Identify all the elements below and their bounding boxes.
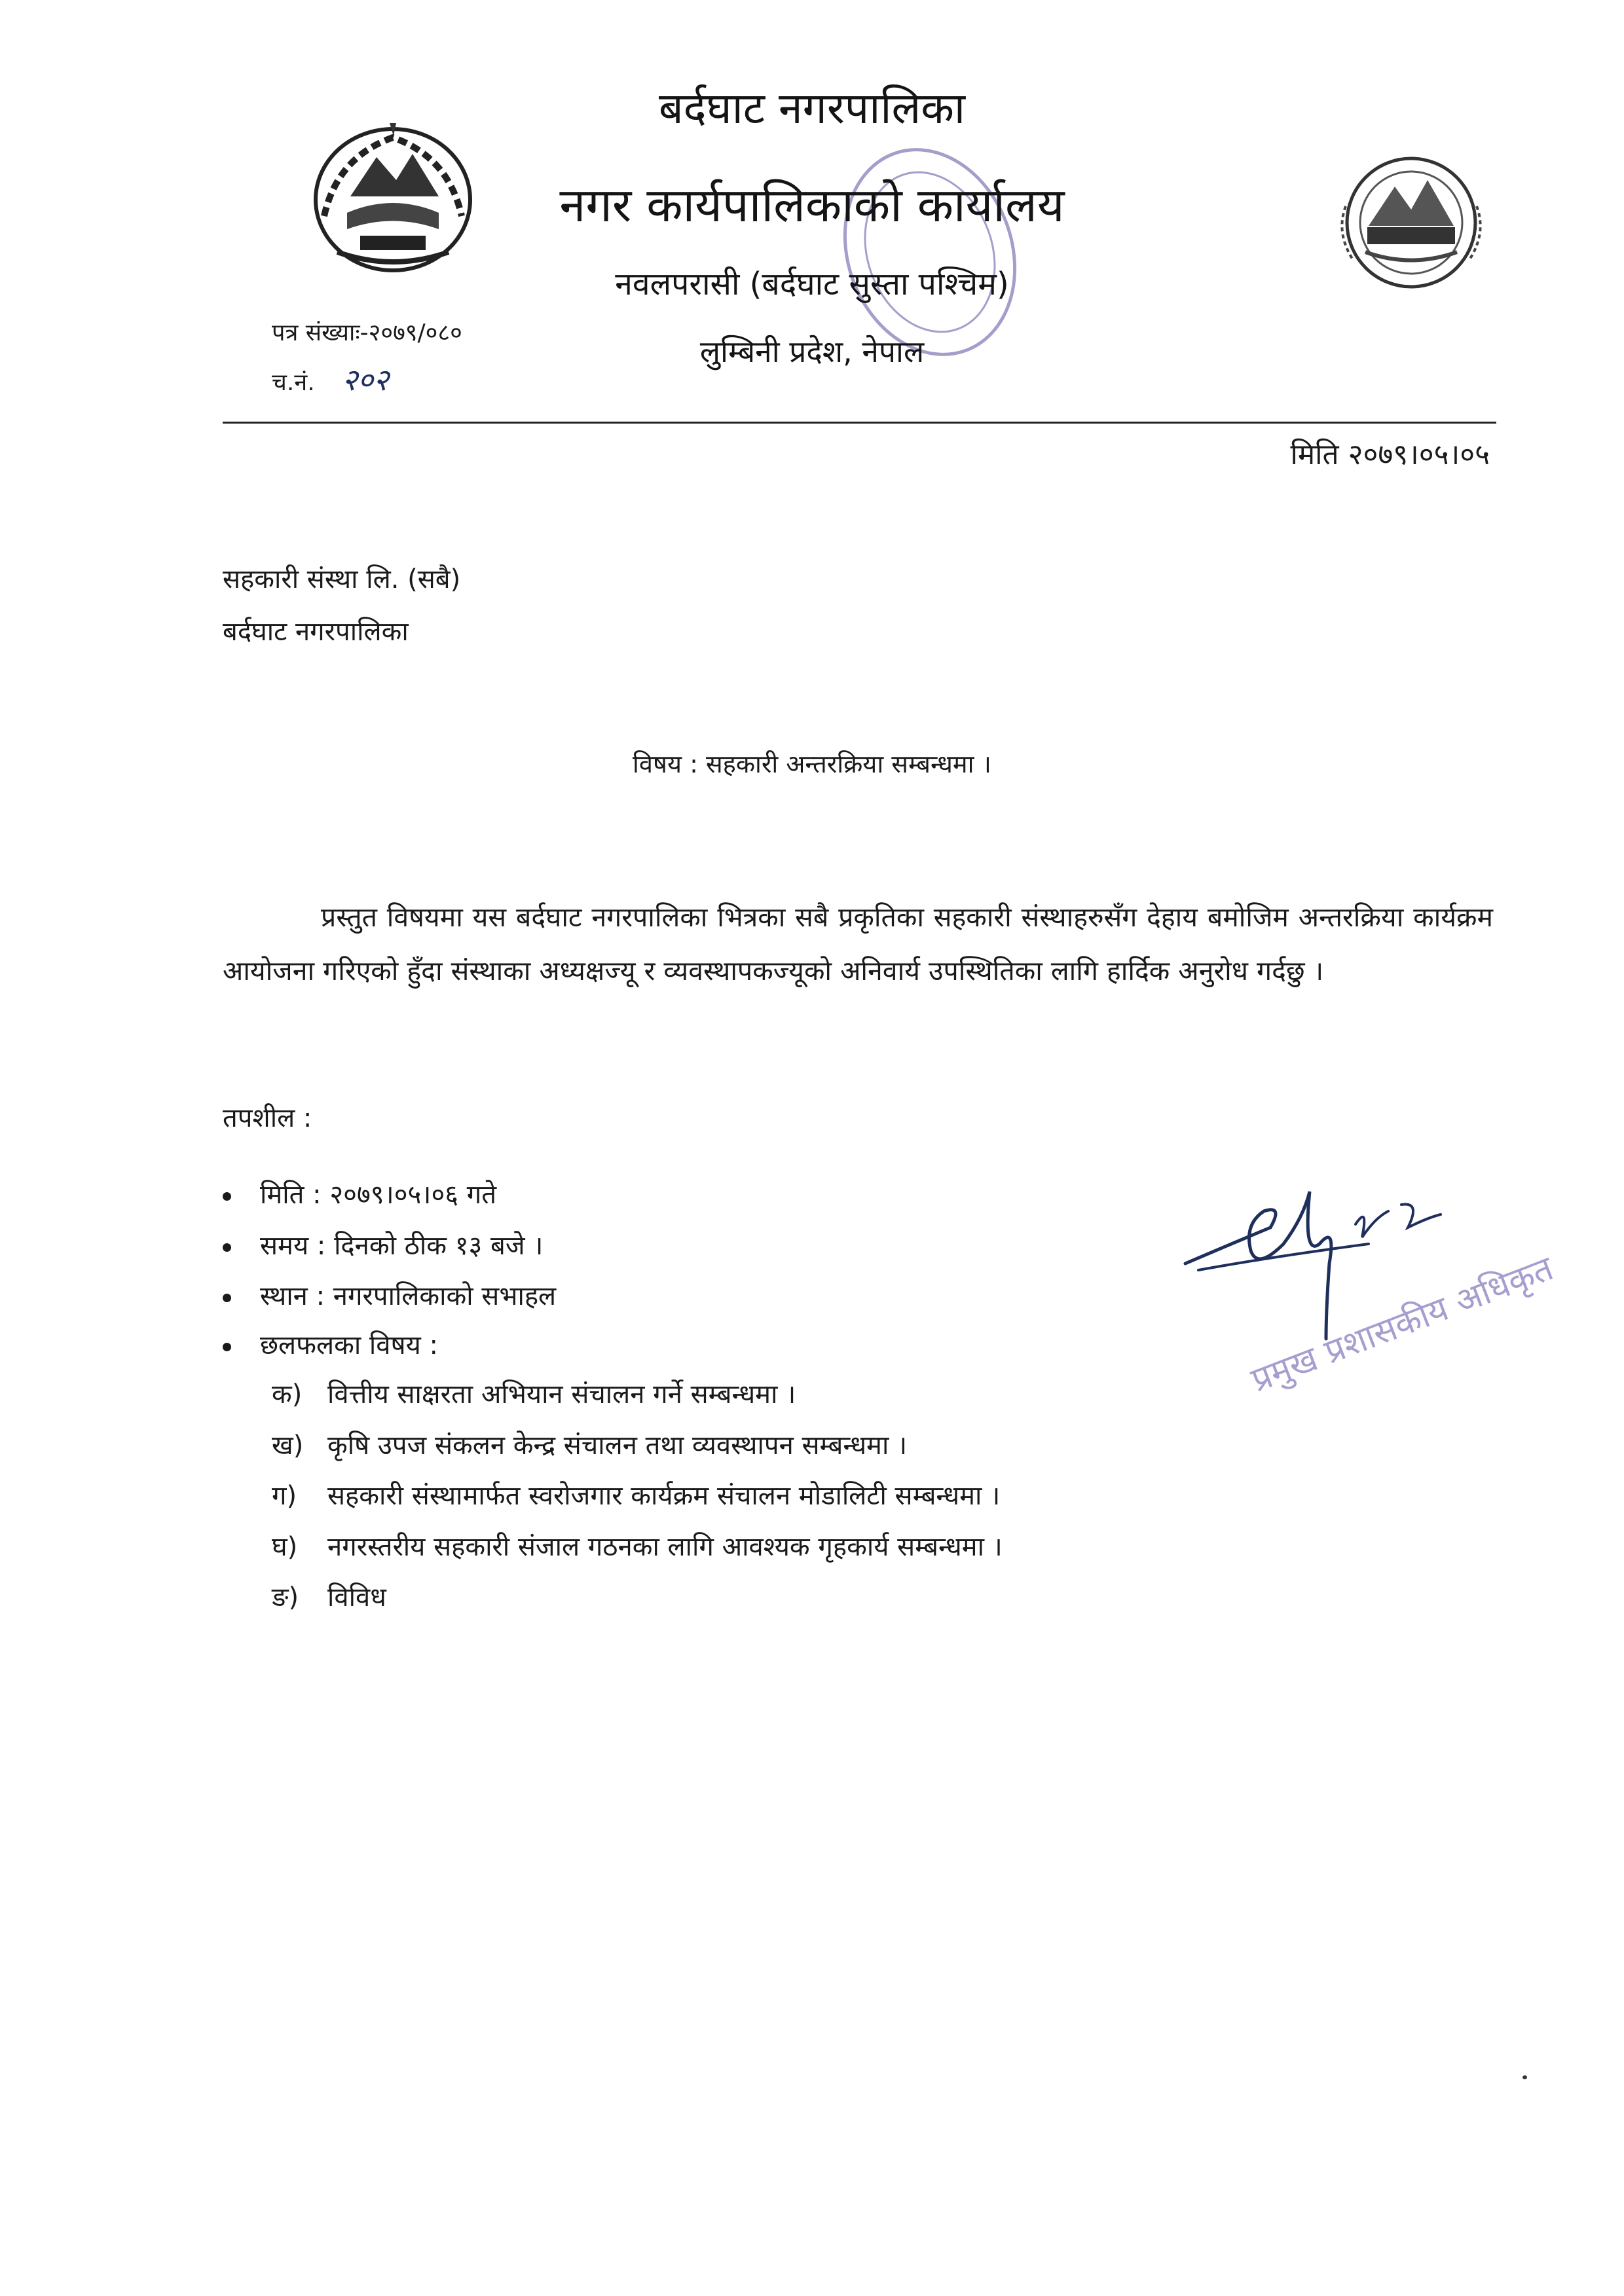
- reference-number: पत्र संख्याः-२०७९/०८०: [272, 319, 462, 346]
- header-divider: [223, 422, 1496, 424]
- letter-date: मिति २०७९।०५।०५: [1290, 438, 1490, 471]
- agenda-item: घ) नगरस्तरीय सहकारी संजाल गठनका लागि आवश्यक गृहकार्य सम्बन्धमा ।: [272, 1532, 1003, 1562]
- bullet-icon: [223, 1294, 231, 1302]
- dispatch-number: [272, 359, 389, 399]
- bullet-icon: [223, 1192, 231, 1201]
- subject-line: विषय : सहकारी अन्तरक्रिया सम्बन्धमा ।: [633, 750, 991, 778]
- designation-stamp: प्रमुख प्रशासकीय अधिकृत: [1246, 1248, 1559, 1400]
- detail-item-date: मिति : २०७९।०५।०६ गते: [223, 1175, 496, 1211]
- agenda-item: ग) सहकारी संस्थामार्फत स्वरोजगार कार्यक्रम संचालन मोडालिटी सम्बन्धमा ।: [272, 1481, 1001, 1511]
- bullet-icon: [223, 1343, 231, 1351]
- detail-item-agenda-heading: छलफलका विषय :: [223, 1326, 438, 1362]
- agenda-item: ख) कृषि उपज संकलन केन्द्र संचालन तथा व्यवस्थापन सम्बन्धमा ।: [272, 1430, 908, 1461]
- bullet-icon: [223, 1243, 231, 1252]
- details-heading: तपशील :: [223, 1103, 312, 1133]
- body-paragraph: प्रस्तुत विषयमा यस बर्दघाट नगरपालिका भित्रका सबै प्रकृतिका सहकारी संस्थाहरुसँग देहाय बमोजिम अन्तरक्रिया कार्यक्रम आयोजना गरिएको हुँदा संस्थाका अध्यक्षज्यू र व्यवस्थापकज्यूको अनिवार्य उपस्थितिका लागि हार्दिक अनुरोध गर्दछु ।: [223, 902, 1493, 987]
- dispatch-value: २०२: [342, 362, 389, 397]
- recipient-line-1: सहकारी संस्था लि. (सबै): [223, 564, 461, 594]
- scan-speck: [1522, 2075, 1527, 2079]
- organization-name: बर्दघाट नगरपालिका: [658, 83, 966, 134]
- recipient-line-2: बर्दघाट नगरपालिका: [223, 617, 409, 647]
- office-name: नगर कार्यपालिकाको कार्यालय: [559, 177, 1065, 232]
- province-line: लुम्बिनी प्रदेश, नेपाल: [699, 334, 925, 369]
- detail-item-time: समय : दिनको ठीक १३ बजे ।: [223, 1226, 543, 1262]
- district-line: नवलपरासी (बर्दघाट सुस्ता पश्चिम): [615, 266, 1009, 302]
- detail-item-venue: स्थान : नगरपालिकाको सभाहल: [223, 1277, 556, 1313]
- agenda-item: ङ) विविध: [272, 1582, 386, 1613]
- agenda-item: क) वित्तीय साक्षरता अभियान संचालन गर्ने सम्बन्धमा ।: [272, 1379, 796, 1410]
- dispatch-label: च.नं.: [272, 369, 315, 396]
